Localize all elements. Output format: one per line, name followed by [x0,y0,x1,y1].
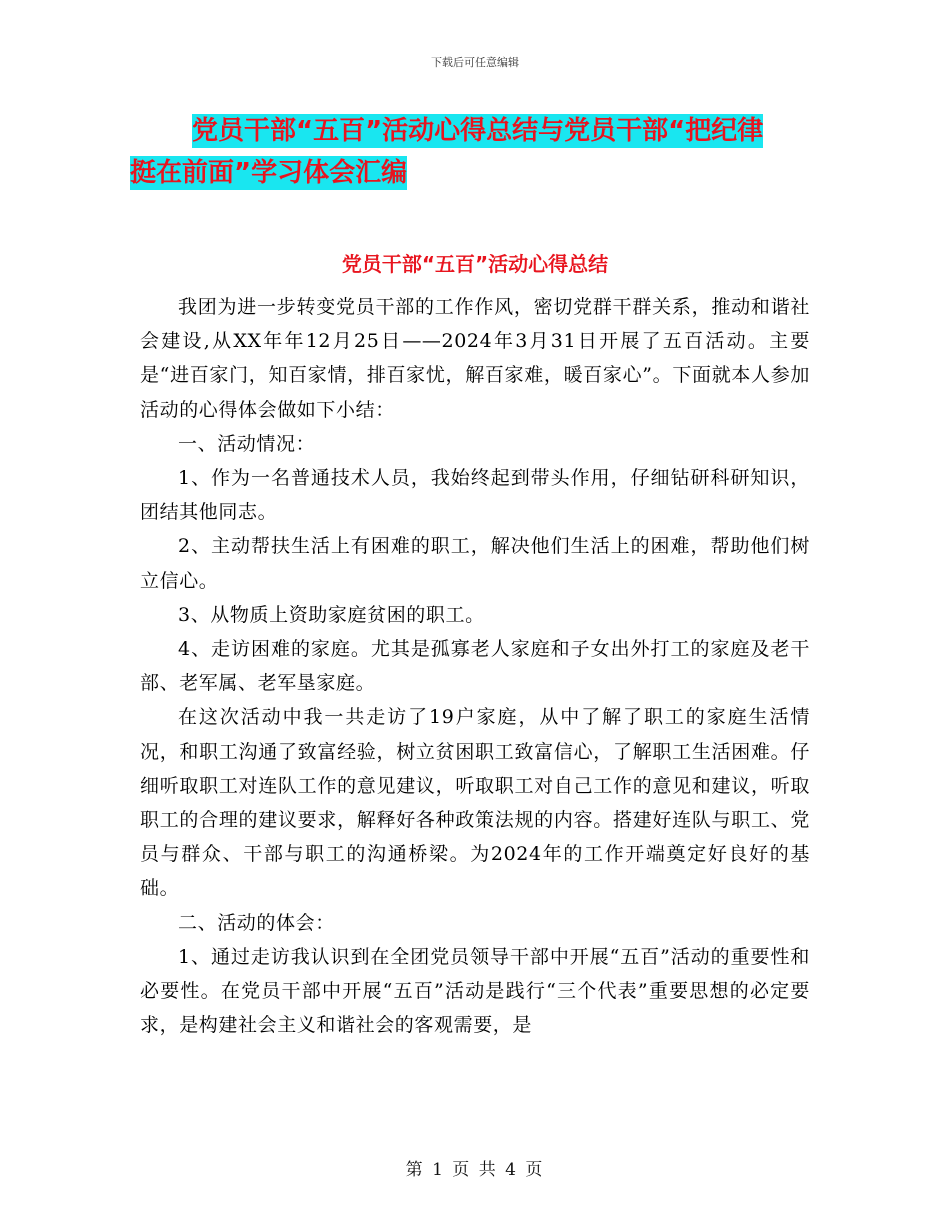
paragraph-heading-experience: 二、活动的体会： [178,911,335,934]
section-title: 党员干部“五百”活动心得总结 [341,252,609,276]
main-title-line-2: 挺在前面”学习体会汇编 [130,158,408,188]
main-title-line-1: 党员干部“五百”活动心得总结与党员干部“把纪律 [192,116,764,146]
document-main-title [130,110,812,194]
document-body [140,290,810,1042]
paragraph-item-1: 1、作为一名普通技术人员，我始终起到带头作用，仔细钻研科研知识，团结其他同志。 [140,467,810,524]
paragraph-experience-1: 1、通过走访我认识到在全团党员领导干部中开展“五百”活动的重要性和必要性。在党员干部中开展“五百”活动是践行“三个代表”重要思想的必定要求，是构建社会主义和谐社会的客观需要，是 [140,945,810,1037]
paragraph-intro: 我团为进一步转变党员干部的工作作风，密切党群干群关系，推动和谐社会建设,从XX年年12月25日——2024年3月31日开展了五百活动。主要是“进百家门，知百家情，排百家忧，解百家难，暖百家心”。下面就本人参加活动的心得体会做如下小结： [140,296,810,421]
paragraph-item-2: 2、主动帮扶生活上有困难的职工，解决他们生活上的困难，帮助他们树立信心。 [140,535,810,592]
page-header-note: 下载后可任意编辑 [431,56,519,69]
paragraph-item-4: 4、走访困难的家庭。尤其是孤寡老人家庭和子女出外打工的家庭及老干部、老军属、老军垦家庭。 [140,638,810,695]
paragraph-visits: 在这次活动中我一共走访了19户家庭，从中了解了职工的家庭生活情况，和职工沟通了致富经验，树立贫困职工致富信心，了解职工生活困难。仔细听取职工对连队工作的意见建议，听取职工对自己工作的意见和建议，听取职工的合理的建议要求，解释好各种政策法规的内容。搭建好连队与职工、党员与群众、干部与职工的沟通桥梁。为2024年的工作开端奠定好良好的基础。 [140,706,810,900]
page-number-footer: 第 1 页 共 4 页 [405,1160,545,1180]
paragraph-item-3: 3、从物质上资助家庭贫困的职工。 [178,603,485,626]
paragraph-heading-activity: 一、活动情况： [178,432,316,455]
